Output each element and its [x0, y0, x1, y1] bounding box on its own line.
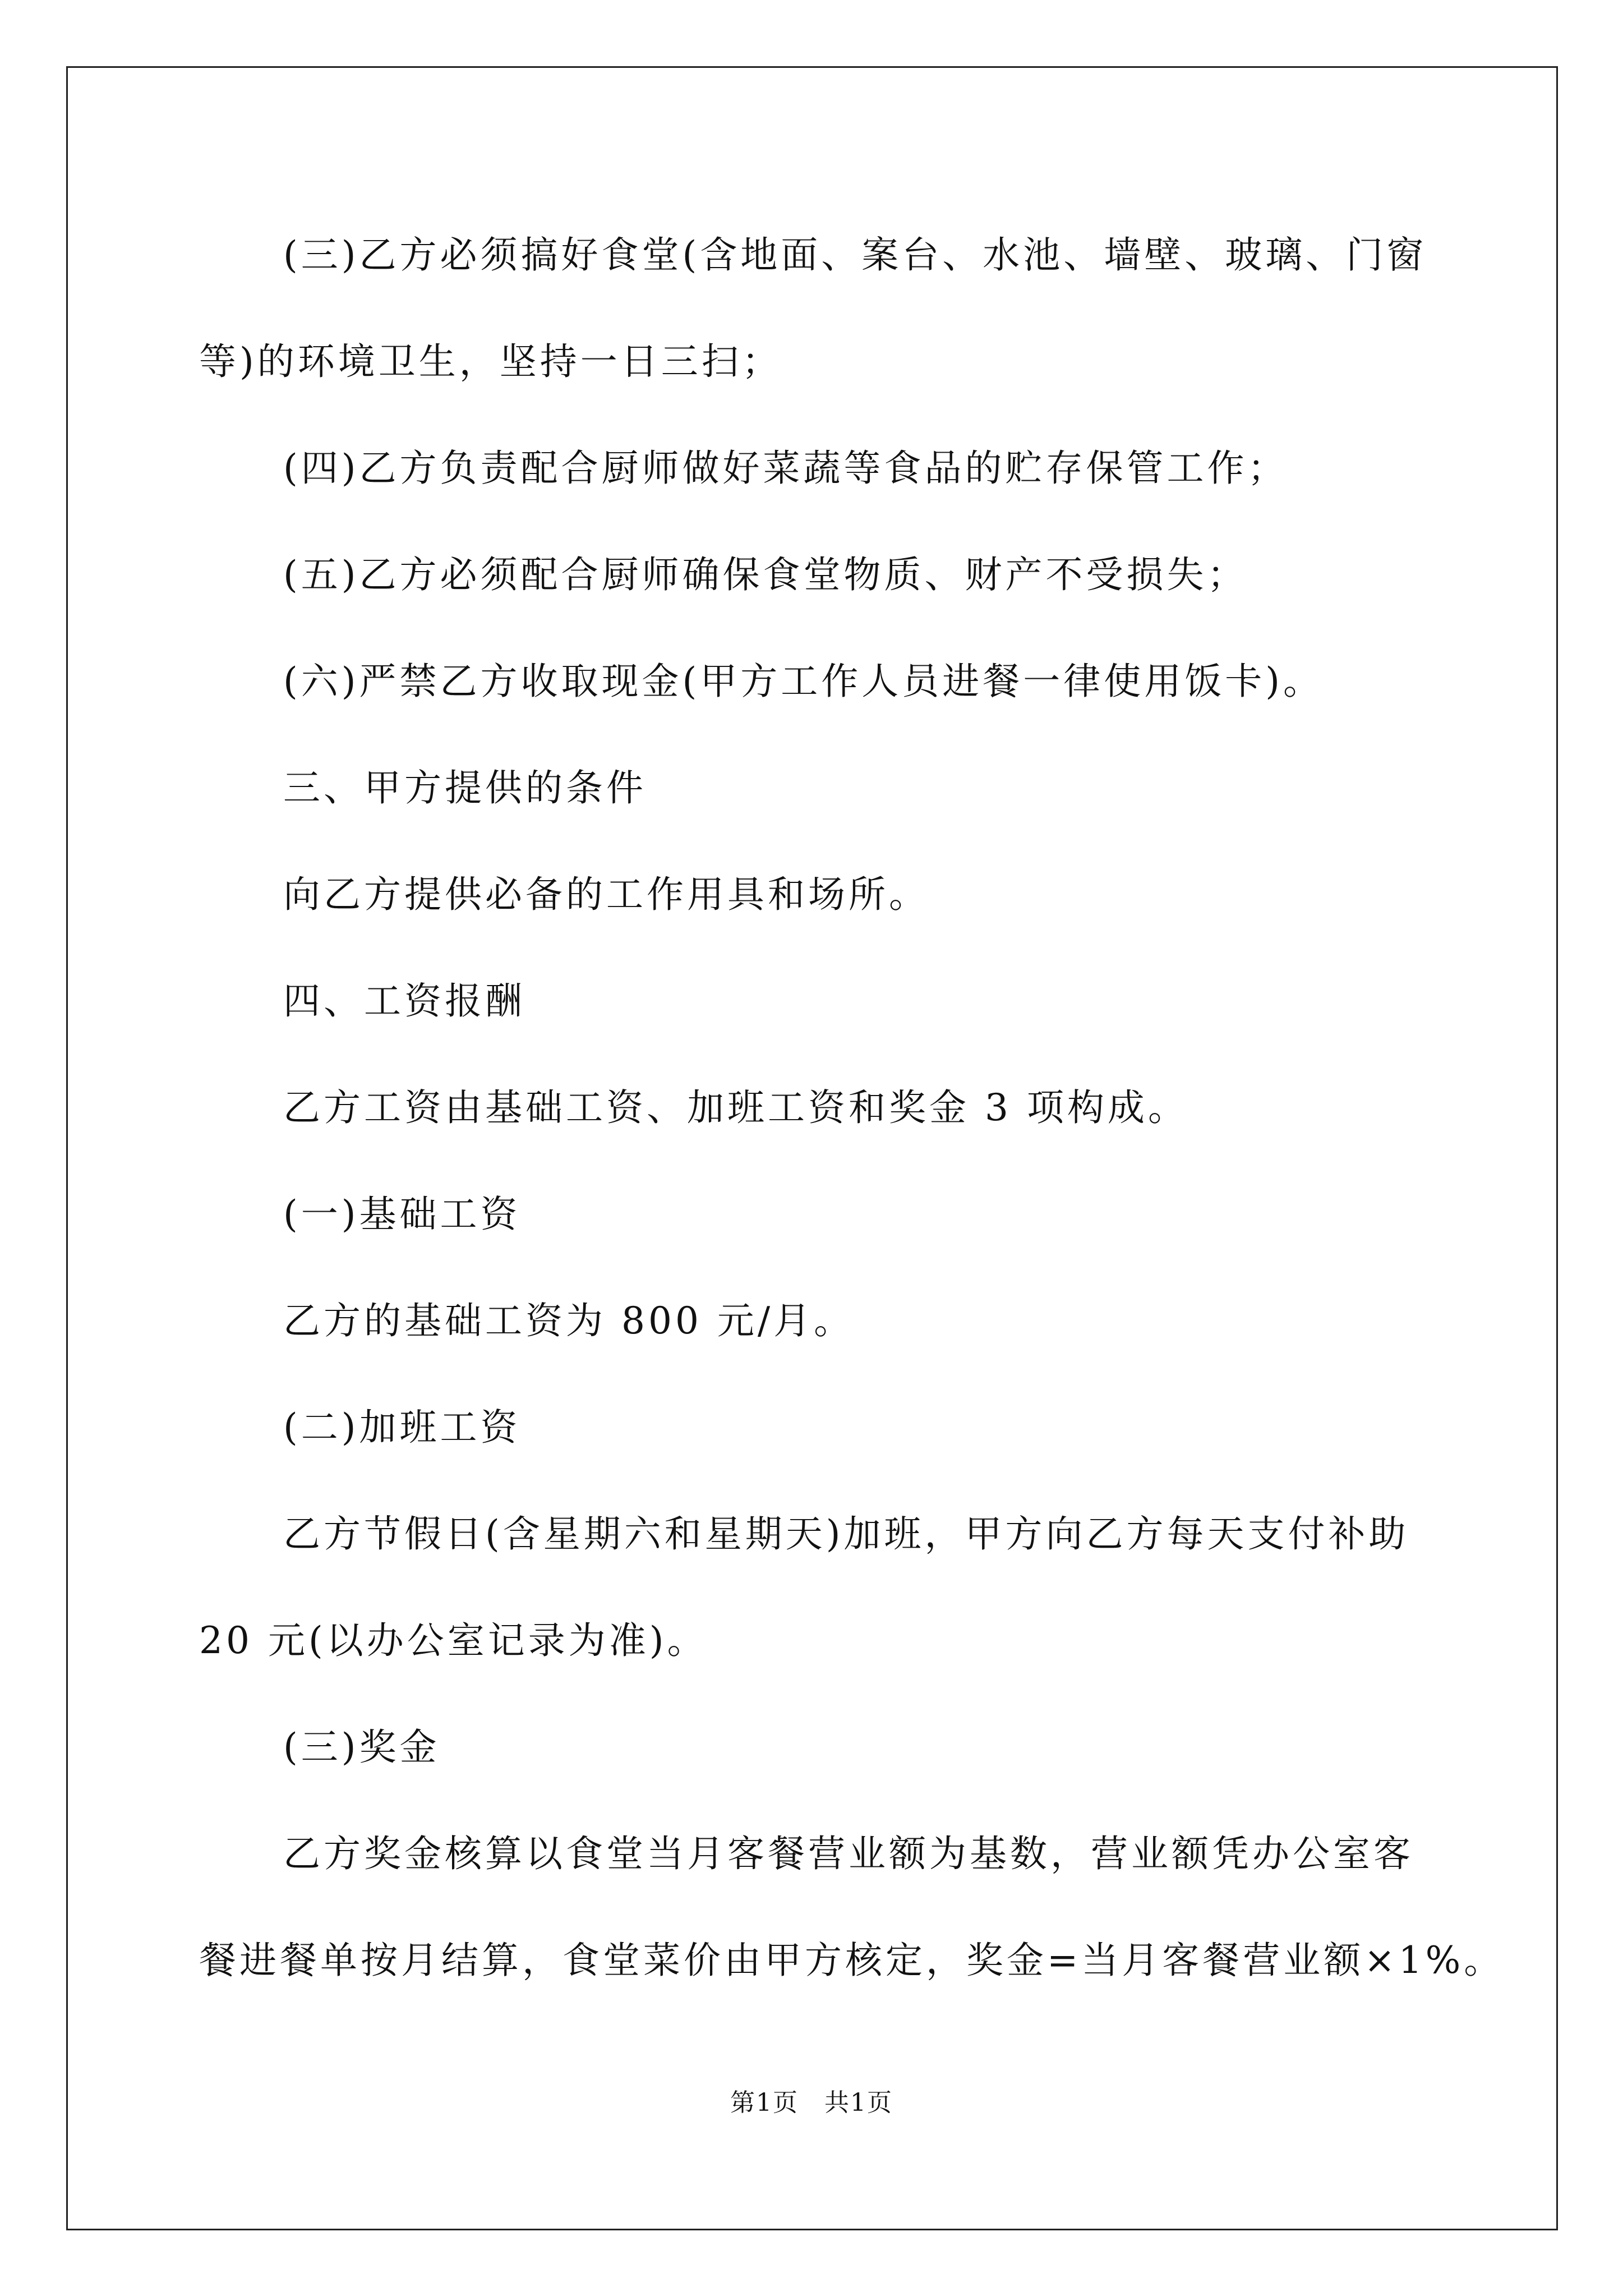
- section-heading: 四、工资报酬: [283, 979, 525, 1023]
- subsection-heading: (二)加班工资: [283, 1406, 521, 1449]
- paragraph-line: (五)乙方必须配合厨师确保食堂物质、财产不受损失；: [283, 553, 1248, 596]
- paragraph-line: 乙方的基础工资为 800 元/月。: [283, 1299, 855, 1342]
- paragraph-line: 餐进餐单按月结算，食堂菜价由甲方核定，奖金=当月客餐营业额×1%。: [199, 1939, 1505, 1982]
- paragraph-line: 向乙方提供必备的工作用具和场所。: [283, 873, 929, 916]
- subsection-heading: (一)基础工资: [283, 1193, 521, 1236]
- paragraph-line: 乙方奖金核算以食堂当月客餐营业额为基数，营业额凭办公室客: [283, 1832, 1414, 1875]
- paragraph-line: (四)乙方负责配合厨师做好菜蔬等食品的贮存保管工作；: [283, 447, 1288, 490]
- paragraph-line: (六)严禁乙方收取现金(甲方工作人员进餐一律使用饭卡)。: [283, 660, 1324, 703]
- page-footer: 第1页 共1页: [730, 2088, 893, 2117]
- section-heading: 三、甲方提供的条件: [283, 766, 647, 809]
- paragraph-line: 20 元(以办公室记录为准)。: [199, 1619, 708, 1662]
- document-body: [199, 202, 1505, 2014]
- paragraph-line: 乙方工资由基础工资、加班工资和奖金 3 项构成。: [283, 1086, 1188, 1129]
- paragraph-line: 乙方节假日(含星期六和星期天)加班，甲方向乙方每天支付补助: [283, 1512, 1409, 1556]
- paragraph-line: 等)的环境卫生，坚持一日三扫；: [199, 340, 782, 383]
- subsection-heading: (三)奖金: [283, 1726, 440, 1769]
- paragraph-line: (三)乙方必须搞好食堂(含地面、案台、水池、墙壁、玻璃、门窗: [283, 233, 1427, 277]
